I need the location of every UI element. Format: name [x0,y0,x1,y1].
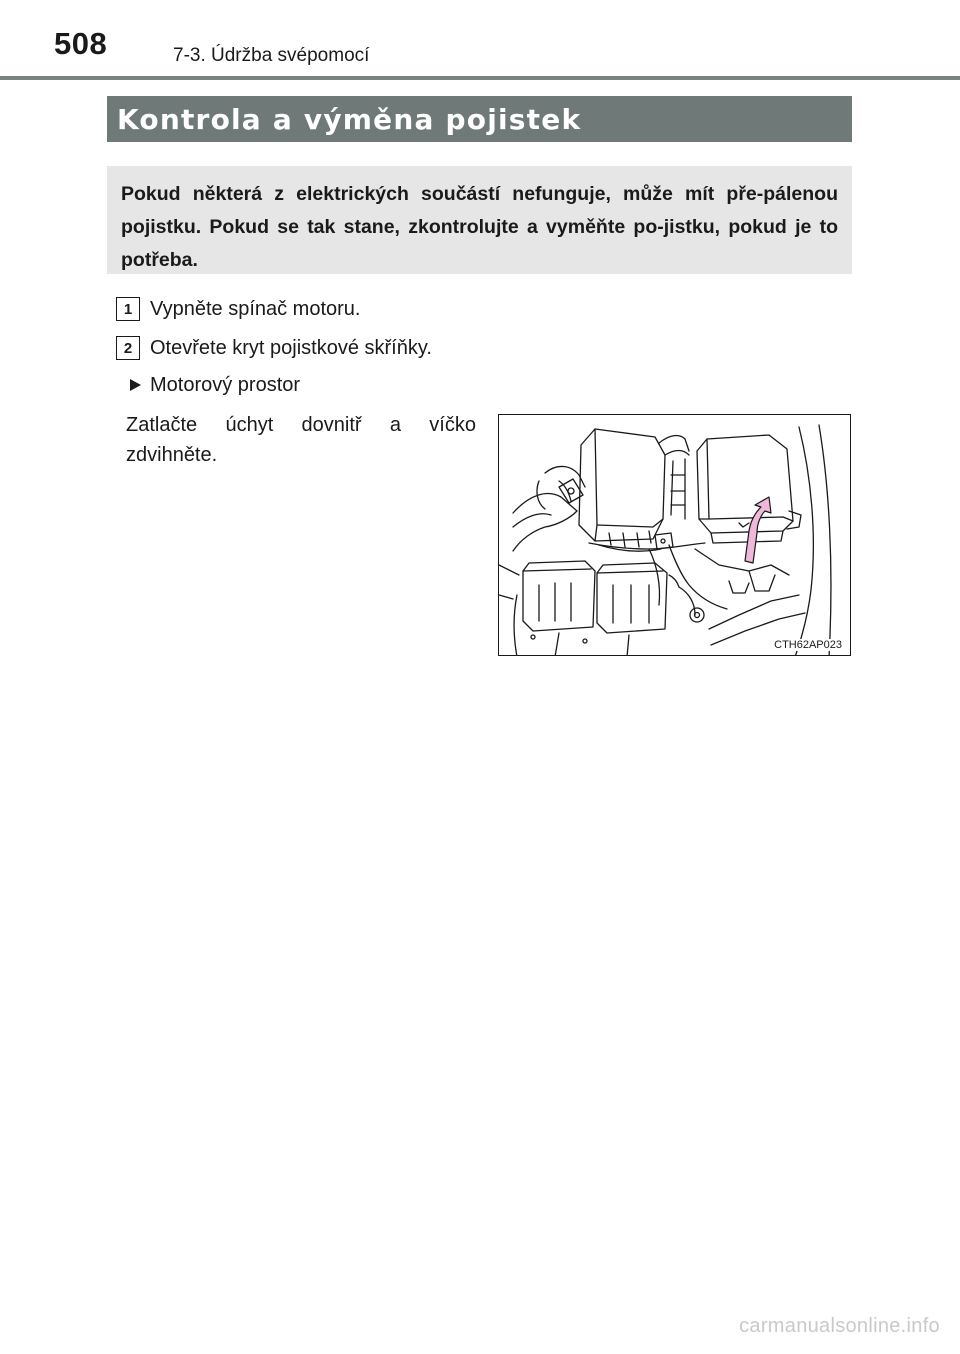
step-2 [116,334,432,362]
intake-hose [513,494,577,551]
header-rule [0,76,960,80]
battery [523,561,595,631]
engine-bay-illustration [498,414,851,656]
air-cleaner-box [579,429,665,541]
intro-text: Pokud některá z elektrických součástí nefunguje, může mít pře-pálenou pojistku. Pokud se tak stane, zkontrolujte a vyměňte po-jistku, pokud je to potřeba. [121,183,838,271]
page-number: 508 [54,26,108,61]
bolt [690,608,704,622]
step-1 [116,295,361,323]
body-panel-edge [795,427,813,656]
wire-harness [589,543,705,549]
lift-arrow-icon [745,497,771,563]
instruction-text: Zatlačte úchyt dovnitř a víčko zdvihněte. [126,414,476,466]
step-number-badge: 1 [116,297,140,321]
figure-code: CTH62AP023 [774,639,842,651]
page-title: Kontrola a výměna pojistek [117,102,582,136]
watermark: carmanualsonline.info [739,1315,940,1337]
triangle-bullet-icon [130,379,141,391]
title-bar [107,96,852,142]
intro-box [107,166,852,274]
sub-item [130,372,300,398]
section-label: 7-3. Údržba svépomocí [173,45,370,66]
connector [655,533,673,549]
step-number-badge: 2 [116,336,140,360]
engine-bay-drawing [499,415,851,656]
step-text: Otevřete kryt pojistkové skříňky. [150,336,432,359]
sub-item-text: Motorový prostor [150,373,301,396]
step-text: Vypněte spínač motoru. [150,297,361,320]
battery-2 [597,563,667,633]
